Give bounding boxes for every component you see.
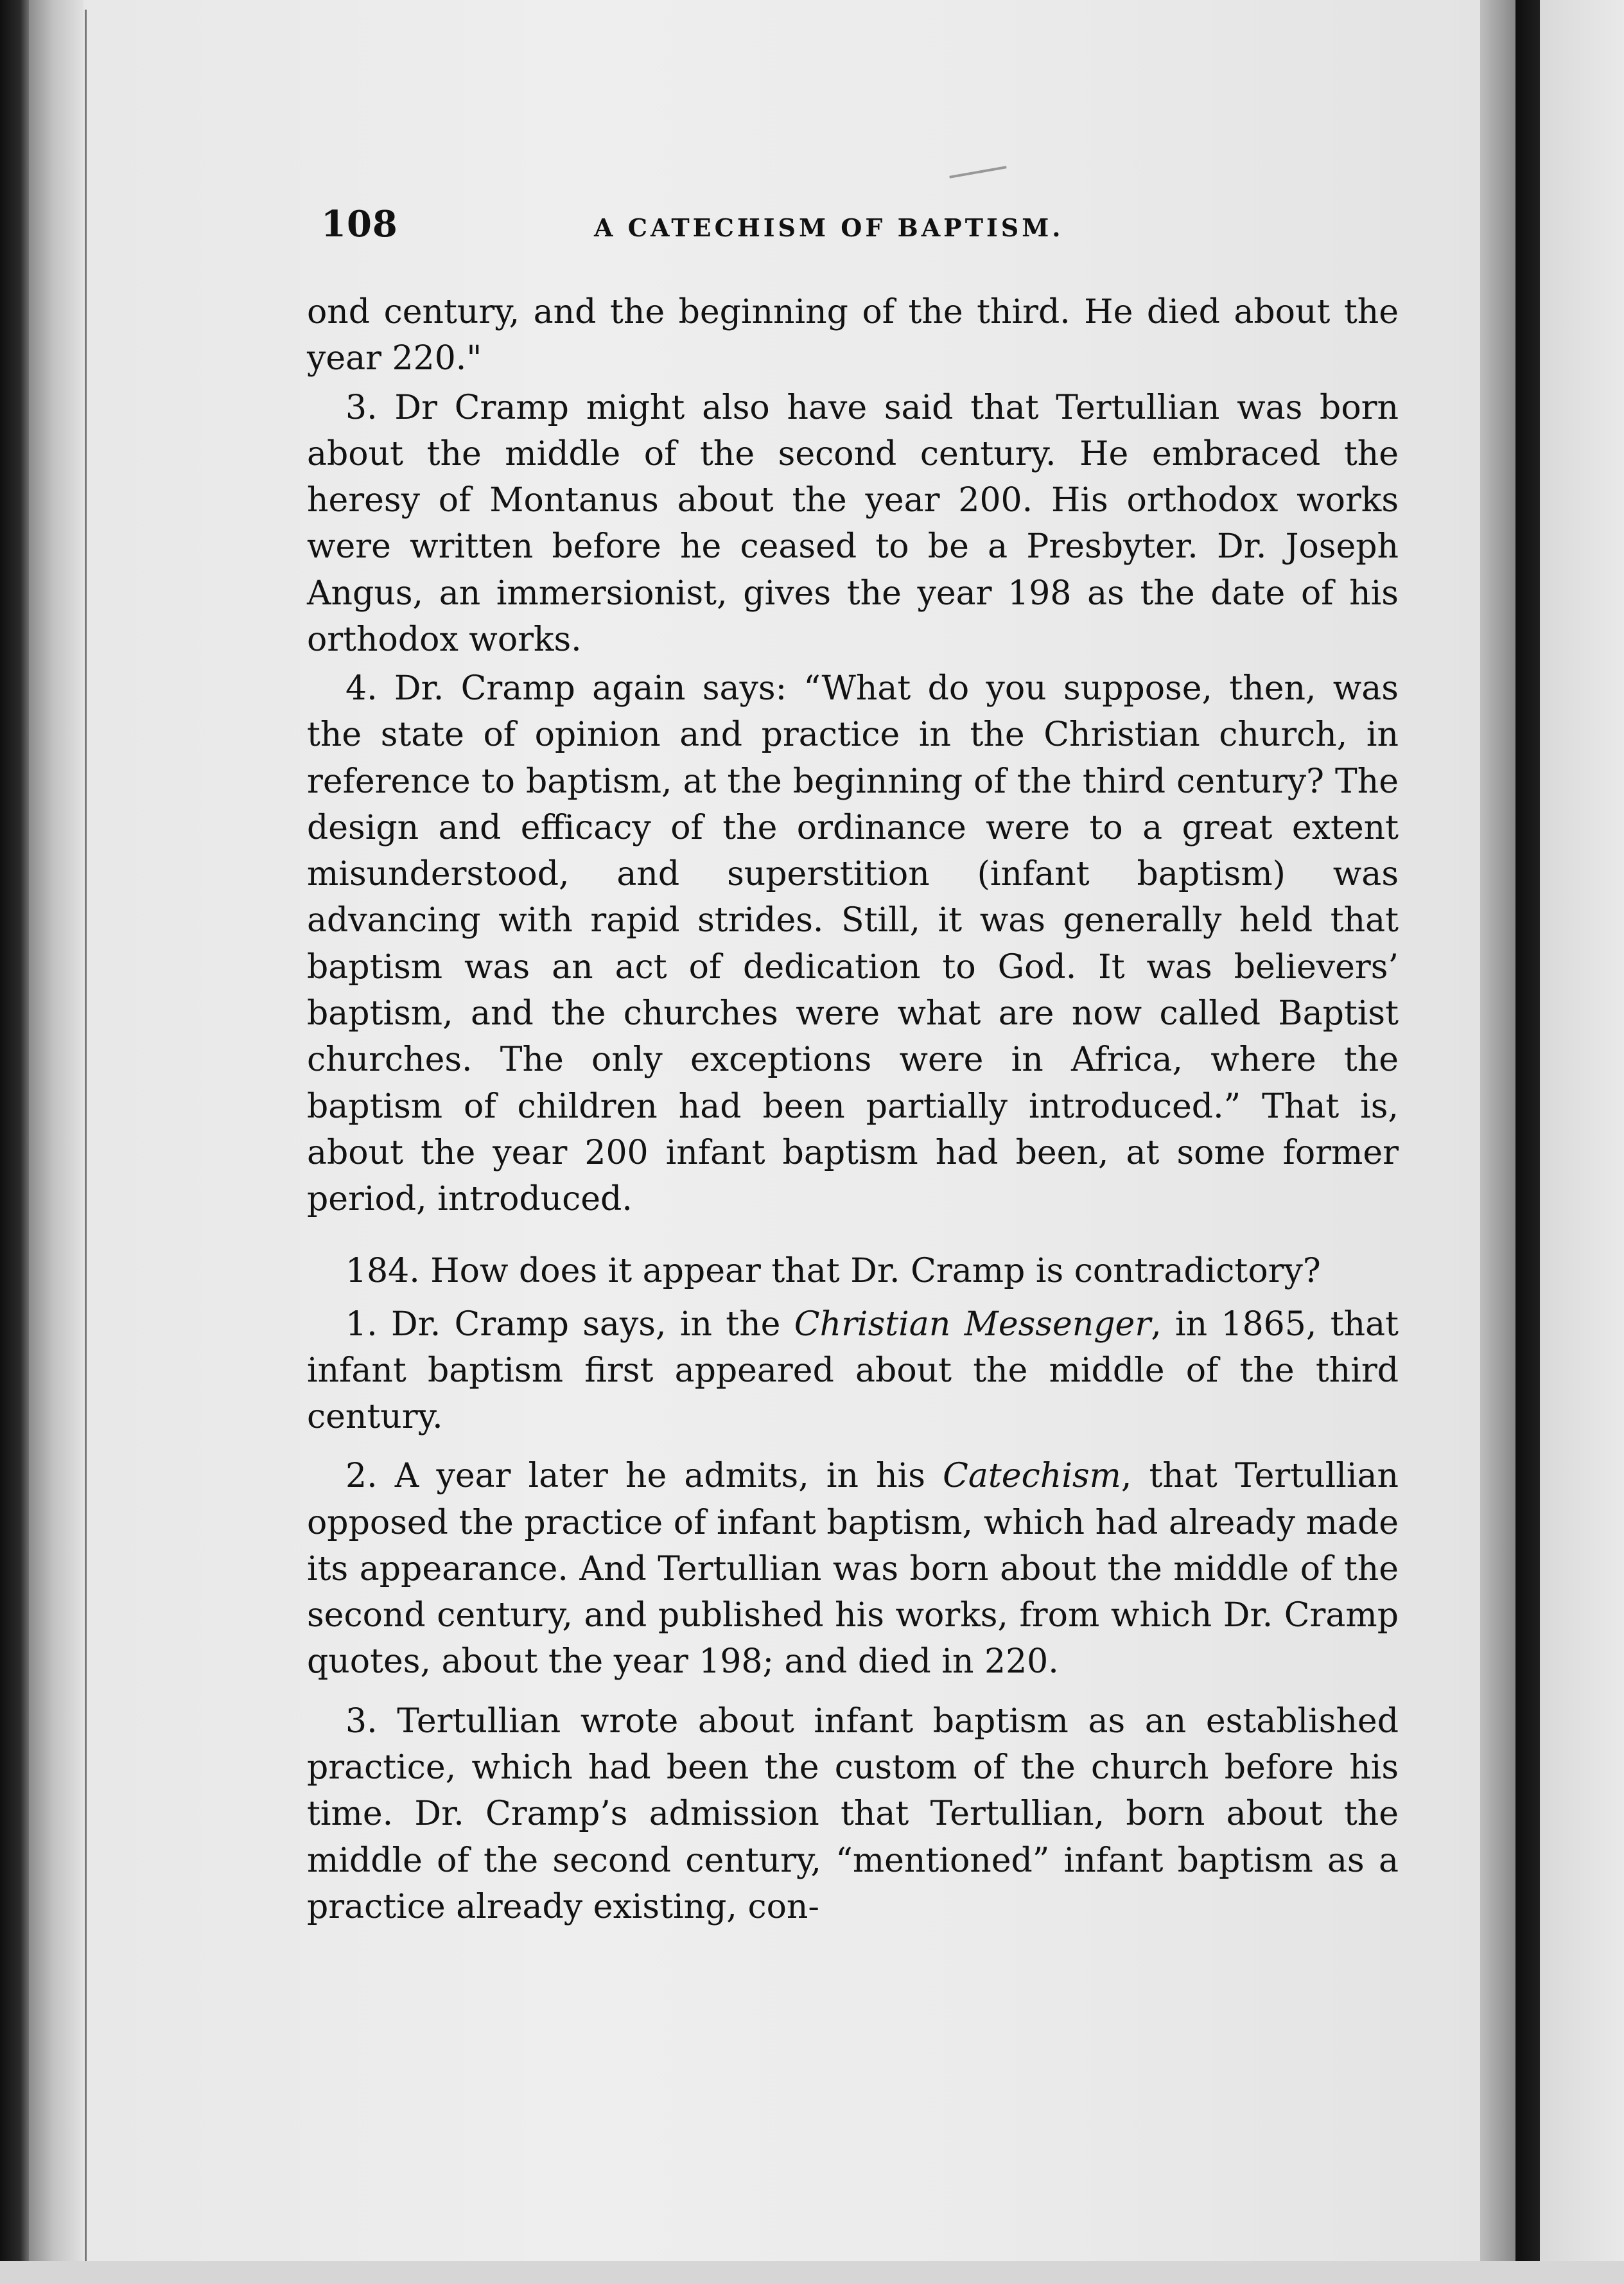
- question-184: 184. How does it appear that Dr. Cramp is contradictory?: [345, 1252, 1321, 1291]
- right-page-shadow: [1480, 0, 1515, 2284]
- paragraph-4: 4. Dr. Cramp again says: “What do you suppose, then, was the state of opinion and practice in the Christian church, in reference to baptism, at the beginning of the third century? The design and efficacy of the ordinance were to a great extent misunderstood, and superstition (infant baptism) was advancing with rapid strides. Still, it was generally held that baptism was an act of dedication to God. It was believers’ baptism, and the churches were what are now called Baptist churches. The only exceptions were in Africa, where the baptism of children had been partially introduced.” That is, about the year 200 infant baptism had been, at some former period, introduced.: [307, 669, 1399, 1219]
- page-number: 108: [321, 203, 398, 245]
- left-book-edge: [0, 0, 29, 2284]
- answer-2: [307, 1453, 1399, 1685]
- answer-1-before-title: 1. Dr. Cramp says, in the: [345, 1305, 794, 1344]
- continued-paragraph: ond century, and the beginning of the third. He died about the year 220.": [307, 293, 1399, 378]
- paragraph-3-first: 3. Dr Cramp might also have said that Tertullian was born about the middle of the second century. He embraced the heresy of Montanus about the year 200. His orthodox works were written before he ceased to be a Presbyter. Dr. Joseph Angus, an immersionist, gives the year 198 as the date of his orthodox works.: [307, 388, 1399, 659]
- answer-1-after-title: , in 1865, that infant baptism first appeared about the middle of the third century.: [307, 1305, 1399, 1437]
- left-page-edge-shadow: [29, 0, 83, 2284]
- answer-1-title: Christian Messenger: [794, 1305, 1151, 1344]
- page-text: [307, 289, 1399, 1930]
- running-title: A CATECHISM OF BAPTISM.: [594, 213, 1064, 242]
- right-adjacent-paper: [1540, 0, 1624, 2284]
- answer-2-before-title: 2. A year later he admits, in his: [345, 1457, 943, 1496]
- bottom-page-edge: [0, 2261, 1624, 2284]
- right-book-board: [1515, 0, 1540, 2284]
- answer-3: 3. Tertullian wrote about infant baptism as an established practice, which had been the custom of the church before his time. Dr. Cramp’s admission that Tertullian, born about the middle of the second century, “mentioned” infant baptism as a practice already existing, con-: [307, 1701, 1399, 1926]
- answer-2-after-title: , that Tertullian opposed the practice of infant baptism, which had already made its appearance. And Tertullian was born about the middle of the second century, and published his works, from which Dr. Cramp quotes, about the year 198; and died in 220.: [307, 1457, 1399, 1682]
- answer-2-title: Catechism: [943, 1457, 1121, 1496]
- page-header: [321, 204, 1162, 243]
- answer-1: [307, 1301, 1399, 1441]
